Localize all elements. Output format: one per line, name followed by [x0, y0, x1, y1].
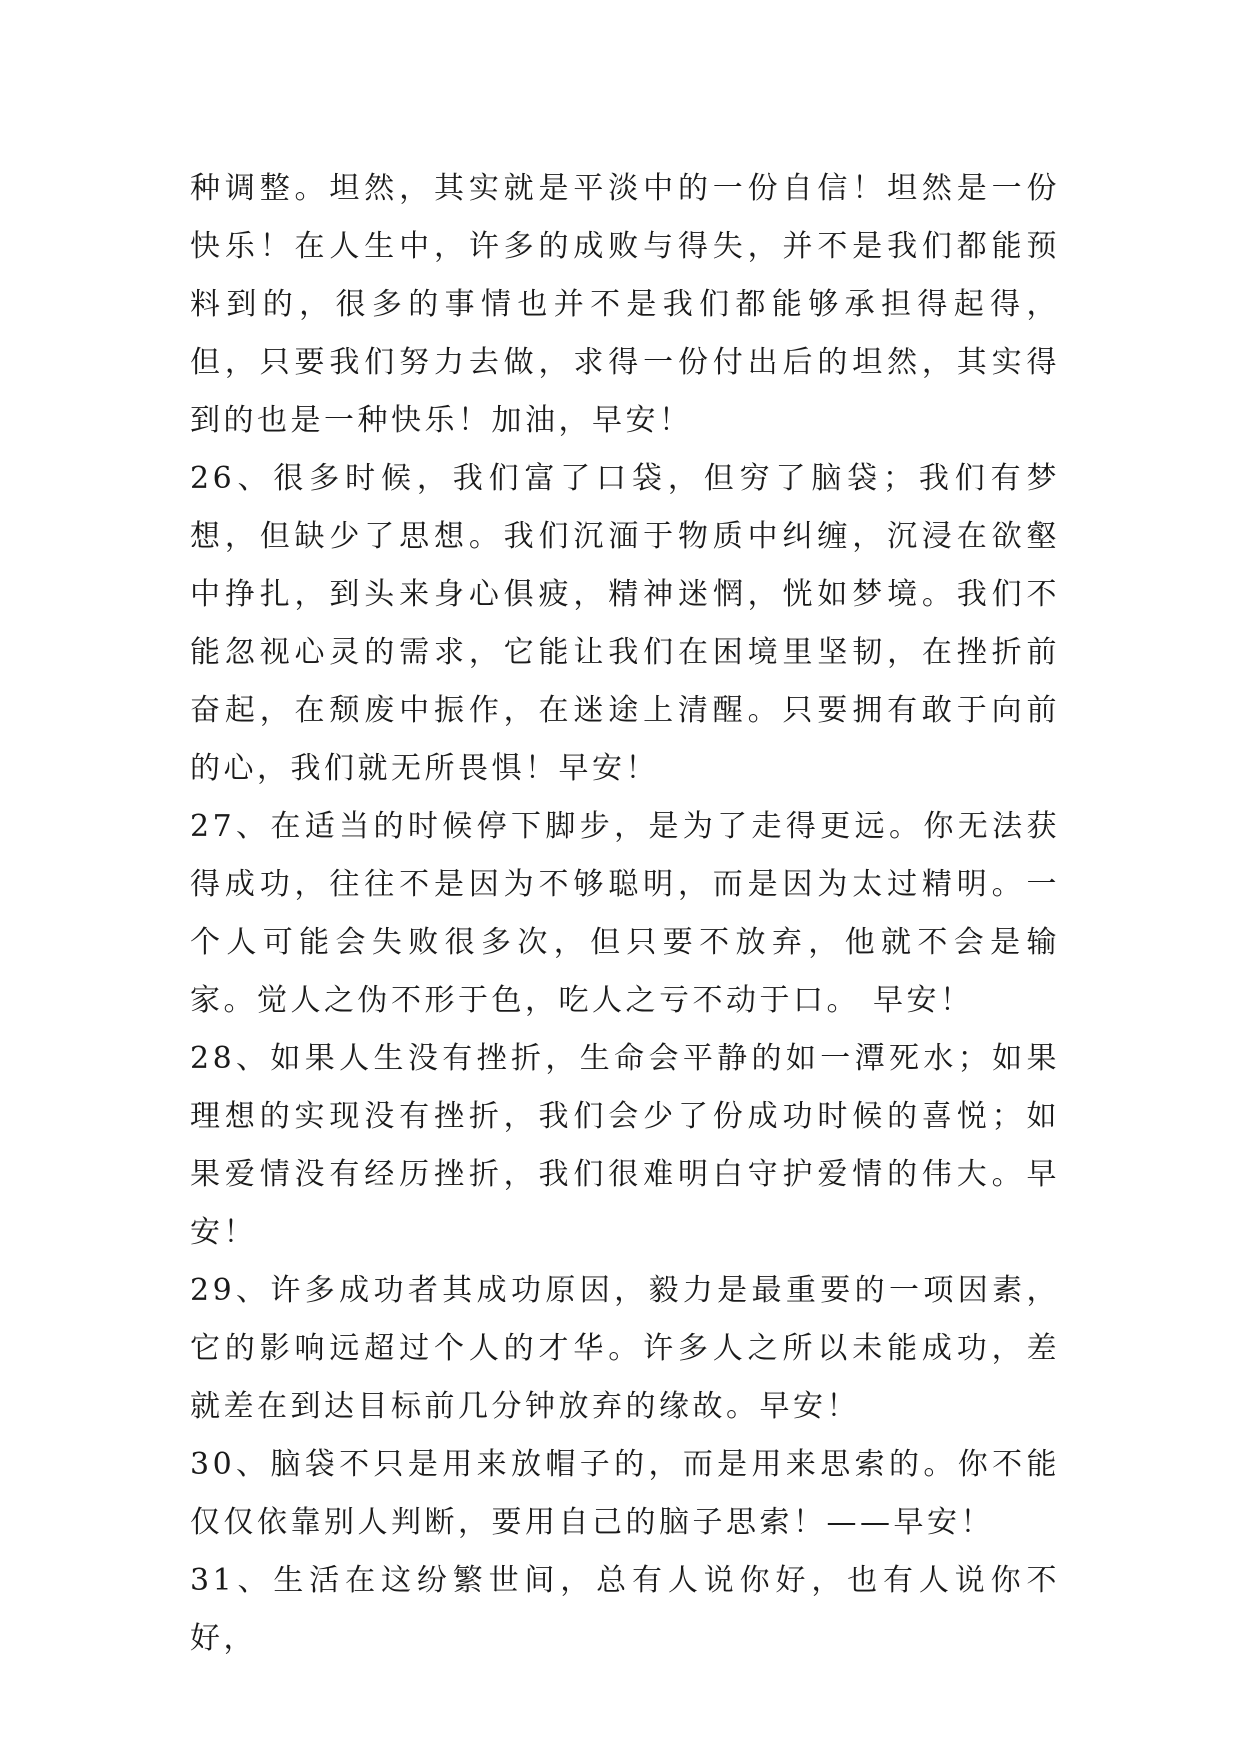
paragraph-30: 30、脑袋不只是用来放帽子的，而是用来思索的。你不能仅仅依靠别人判断，要用自己的脑子思索！——早安！: [190, 1447, 1060, 1540]
paragraph-28: 28、如果人生没有挫折，生命会平静的如一潭死水；如果理想的实现没有挫折，我们会少了份成功时候的喜悦；如果爱情没有经历挫折，我们很难明白守护爱情的伟大。早安！: [190, 1041, 1060, 1250]
paragraph-31: 31、生活在这纷繁世间，总有人说你好，也有人说你不好，: [190, 1563, 1060, 1656]
paragraph-continuation: 种调整。坦然，其实就是平淡中的一份自信！坦然是一份快乐！在人生中，许多的成败与得失，并不是我们都能预料到的，很多的事情也并不是我们都能够承担得起得，但，只要我们努力去做，求得一份付出后的坦然，其实得到的也是一种快乐！加油，早安！: [190, 171, 1060, 438]
document-body: [190, 160, 1060, 1668]
paragraph-26: 26、很多时候，我们富了口袋，但穷了脑袋；我们有梦想，但缺少了思想。我们沉湎于物质中纠缠，沉浸在欲壑中挣扎，到头来身心俱疲，精神迷惘，恍如梦境。我们不能忽视心灵的需求，它能让我们在困境里坚韧，在挫折前奋起，在颓废中振作，在迷途上清醒。只要拥有敢于向前的心，我们就无所畏惧！早安！: [190, 461, 1060, 786]
paragraph-29: 29、许多成功者其成功原因，毅力是最重要的一项因素，它的影响远超过个人的才华。许多人之所以未能成功，差就差在到达目标前几分钟放弃的缘故。早安！: [190, 1273, 1060, 1424]
paragraph-27: 27、在适当的时候停下脚步，是为了走得更远。你无法获得成功，往往不是因为不够聪明，而是因为太过精明。一个人可能会失败很多次，但只要不放弃，他就不会是输家。觉人之伪不形于色，吃人之亏不动于口。 早安！: [190, 809, 1060, 1018]
